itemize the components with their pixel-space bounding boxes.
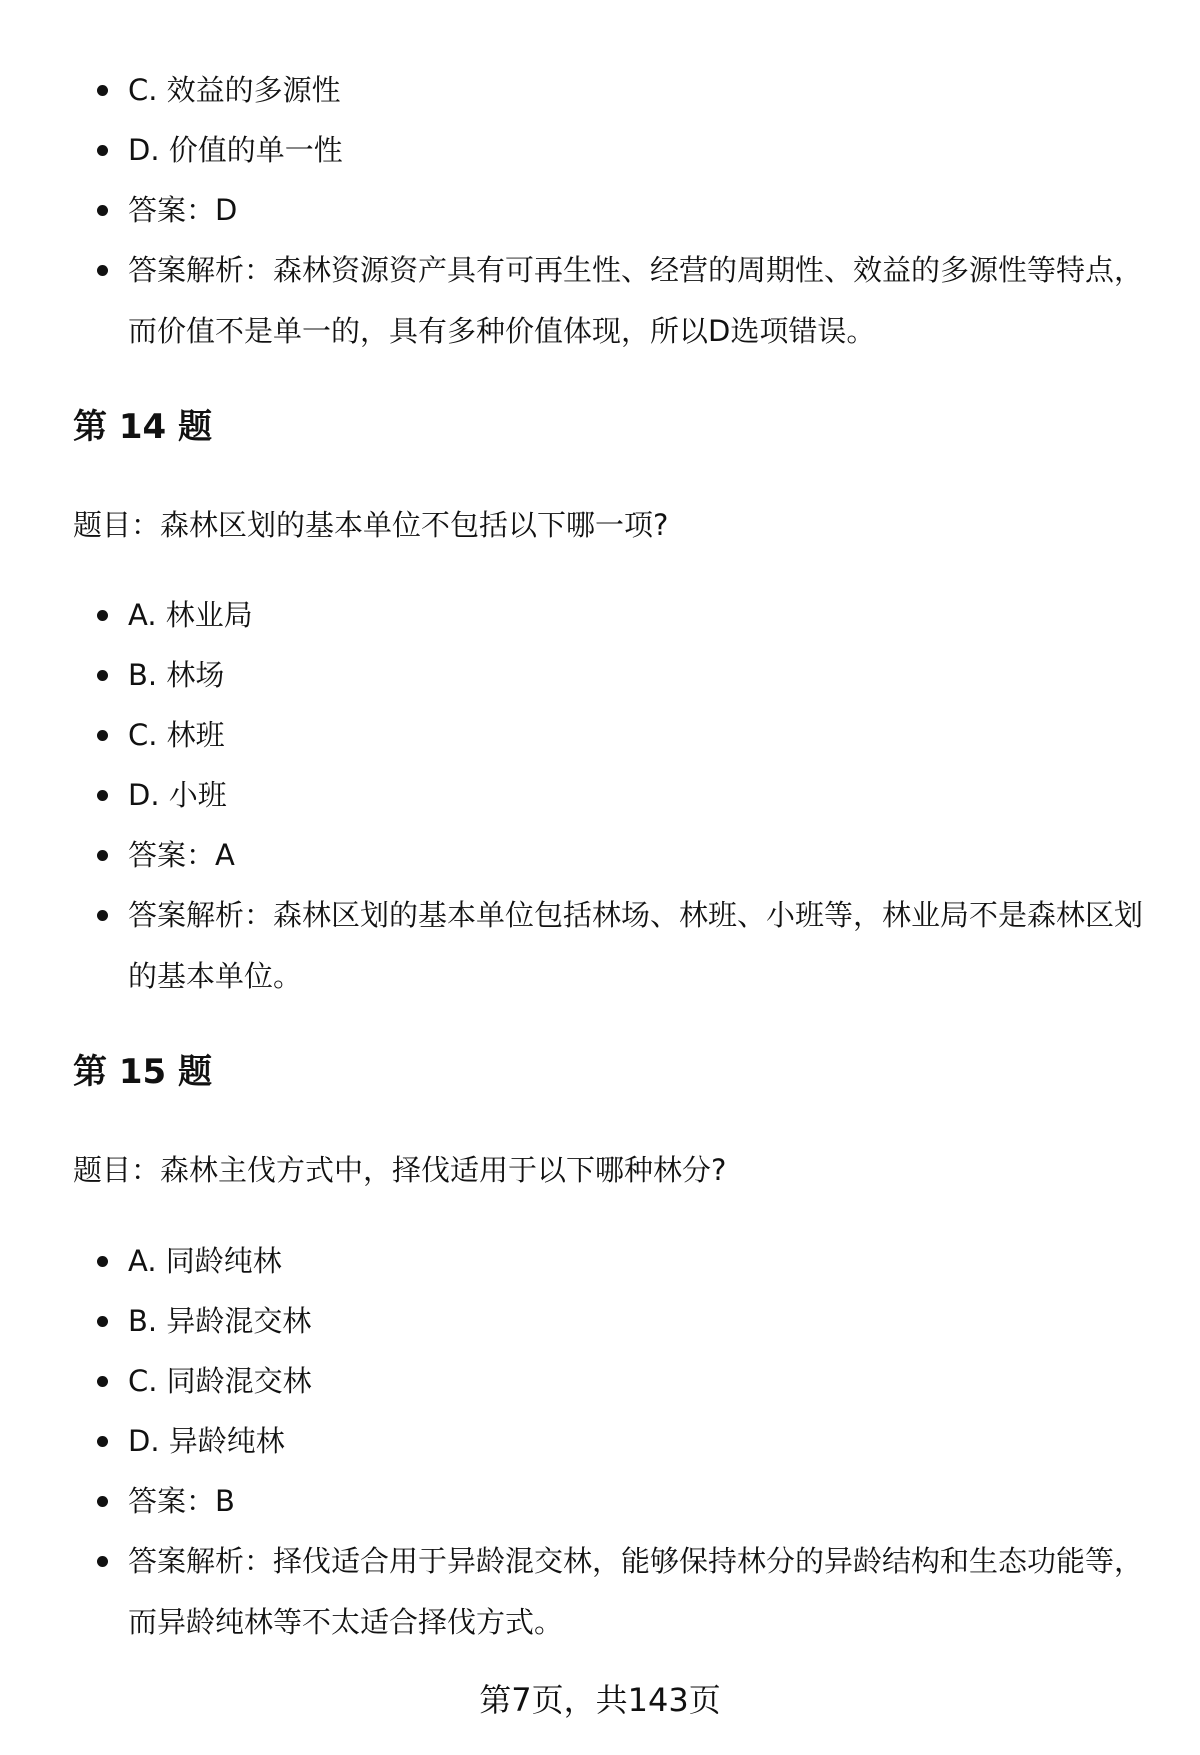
q15-option-c: C. 同龄混交林 <box>0 1351 1200 1411</box>
bullet-icon <box>97 670 108 681</box>
q14-heading: 第 14 题 <box>73 407 212 447</box>
q14-option-d: D. 小班 <box>0 765 1200 825</box>
bullet-icon <box>97 910 108 921</box>
q15-option-a: A. 同龄纯林 <box>0 1231 1200 1291</box>
q13-explanation: 答案解析：森林资源资产具有可再生性、经营的周期性、效益的多源性等特点，而价值不是单一的，具有多种价值体现，所以D选项错误。 <box>0 240 1143 362</box>
bullet-icon <box>97 1256 108 1267</box>
q14-answer: 答案：A <box>0 825 1200 885</box>
bullet-icon <box>97 1556 108 1567</box>
bullet-icon <box>97 850 108 861</box>
q14-option-a: A. 林业局 <box>0 585 1200 645</box>
q13-option-list <box>0 60 1200 362</box>
q14-option-list <box>0 585 1200 1007</box>
bullet-icon <box>97 1376 108 1387</box>
q15-option-b: B. 异龄混交林 <box>0 1291 1200 1351</box>
bullet-icon <box>97 85 108 96</box>
q15-option-list <box>0 1231 1200 1653</box>
q15-explanation: 答案解析：择伐适合用于异龄混交林，能够保持林分的异龄结构和生态功能等，而异龄纯林等不太适合择伐方式。 <box>0 1531 1143 1653</box>
bullet-icon <box>97 1316 108 1327</box>
bullet-icon <box>97 205 108 216</box>
q14-option-c: C. 林班 <box>0 705 1200 765</box>
bullet-icon <box>97 730 108 741</box>
q15-question: 题目：森林主伐方式中，择伐适用于以下哪种林分? <box>73 1153 727 1187</box>
q15-heading: 第 15 题 <box>73 1052 212 1092</box>
bullet-icon <box>97 790 108 801</box>
q14-explanation: 答案解析：森林区划的基本单位包括林场、林班、小班等，林业局不是森林区划的基本单位。 <box>0 885 1143 1007</box>
q13-option-c: C. 效益的多源性 <box>0 60 1200 120</box>
bullet-icon <box>97 1436 108 1447</box>
q15-option-d: D. 异龄纯林 <box>0 1411 1200 1471</box>
bullet-icon <box>97 1496 108 1507</box>
bullet-icon <box>97 145 108 156</box>
bullet-icon <box>97 610 108 621</box>
bullet-icon <box>97 265 108 276</box>
page-number: 第7页，共143页 <box>479 1681 721 1719</box>
q13-option-d: D. 价值的单一性 <box>0 120 1200 180</box>
q15-answer: 答案：B <box>0 1471 1200 1531</box>
q14-question: 题目：森林区划的基本单位不包括以下哪一项? <box>73 508 669 542</box>
q14-option-b: B. 林场 <box>0 645 1200 705</box>
q13-answer: 答案：D <box>0 180 1200 240</box>
